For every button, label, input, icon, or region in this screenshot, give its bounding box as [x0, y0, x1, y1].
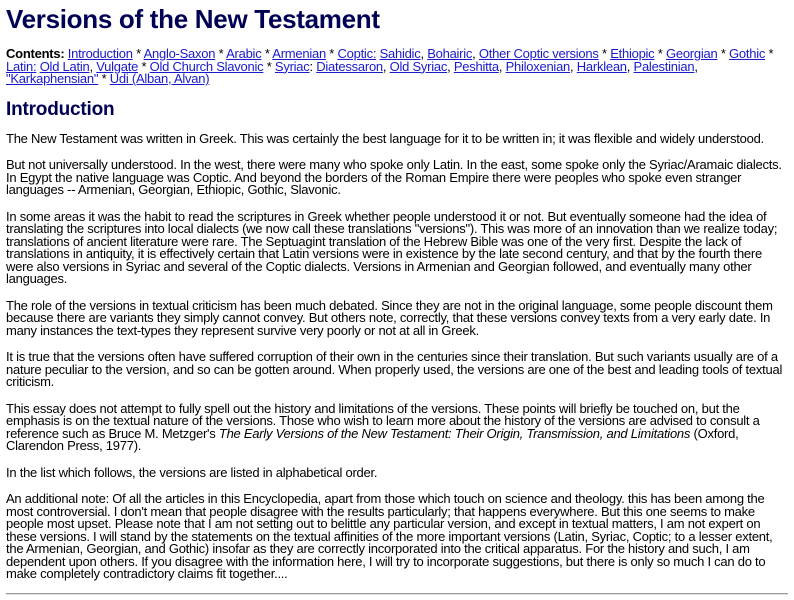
separator: *: [138, 58, 150, 74]
paragraph: It is true that the versions often have suffered corruption of their own in the centuries since their translation. But such variants usually are of a nature peculiar to the version, and so can be gotten around. When properly used, the versions are one of the best and leading tools of textual criticism.: [6, 349, 783, 389]
separator: ,: [472, 46, 479, 61]
toc-link-vulgate[interactable]: Vulgate: [96, 58, 139, 74]
toc-link-karkaphensian[interactable]: "Karkaphensian": [6, 71, 99, 86]
toc-link-sahidic[interactable]: Sahidic: [379, 46, 421, 61]
toc-link-latin[interactable]: Latin:: [6, 58, 37, 74]
horizontal-rule: [6, 593, 788, 595]
text: This essay does not attempt to fully spell out the history and limitations of the versions. These points will briefly be touched on, but the emphasis is on the textual nature of the versions. Those who wish to learn more about the history of the versions are advised to consult a reference such as Bruce M. Metzger's: [6, 400, 760, 441]
separator: *: [325, 46, 338, 61]
toc-link-philoxenian[interactable]: Philoxenian: [505, 58, 571, 74]
separator: ,: [694, 58, 698, 74]
separator: *: [98, 71, 110, 86]
separator: ,: [382, 58, 390, 74]
toc-link-ethiopic[interactable]: Ethiopic: [610, 46, 655, 61]
separator: ,: [420, 46, 428, 61]
toc-link-armenian[interactable]: Armenian: [272, 46, 326, 61]
separator: *: [717, 46, 730, 61]
paragraph: But not universally understood. In the west, there were many who spoke only Latin. In the east, some spoke only the Syriac/Aramaic dialects. In Egypt the native language was Coptic. And beyond the borders of the Roman Empire there were peoples who spoke even stranger languages -- Armenian, Georgian, Ethiopic, Gothic, Slavonic.: [6, 157, 782, 197]
toc-link-anglo-saxon[interactable]: Anglo-Saxon: [143, 46, 216, 61]
separator: ,: [570, 58, 577, 74]
toc-link-bohairic[interactable]: Bohairic: [427, 46, 473, 61]
toc-link-old-syriac[interactable]: Old Syriac: [389, 58, 448, 74]
paragraph-additional-note: An additional note: Of all the articles in this Encyclopedia, apart from those which touch on science and theology. this has been among the most controversial. I don't mean that people disagree with the results particularly; that happens everywhere. But this one seems to make people most upset. Please note that I am not setting out to belittle any particular version, and except in textual matters, I am not expert on these versions. I will stand by the statements on the textual affinities of the more important versions (Latin, Syriac, Coptic; to a lesser extent, the Armenian, Georgian, and Gothic) insofar as they are correctly incorporated into the critical apparatus. For the history and such, I am dependent upon others. If you disagree with the information here, I will try to incorporate suggestions, but there is only so much I can do to make completely contradictory claims fit together....: [6, 491, 773, 581]
paragraph: In some areas it was the habit to read the scriptures in Greek whether people understood it or not. But eventually someone had the idea of translating the scriptures into local dialects (we now call these translations "versions"). This was more of an innovation than we realize today; translations of ancient literature were rare. The Septuagint translation of the Hebrew Bible was one of the very first. Despite the lack of translations in antiquity, it is effectively certain that Latin versions were in existence by the late second century, and that by the fourth there were also versions in Syriac and several of the Coptic dialects. Versions in Armenian and Georgian followed, and eventually many other languages.: [6, 208, 778, 286]
page-title: Versions of the New Testament: [6, 4, 380, 34]
section-heading-introduction: Introduction: [6, 98, 115, 120]
separator: *: [132, 46, 144, 61]
separator: ,: [89, 58, 97, 74]
toc-link-harklean[interactable]: Harklean: [576, 58, 627, 74]
toc-link-coptic[interactable]: Coptic:: [337, 46, 377, 61]
toc-link-peshitta[interactable]: Peshitta: [453, 58, 499, 74]
toc-link-old-church-slavonic[interactable]: Old Church Slavonic: [149, 58, 264, 74]
toc-link-udi[interactable]: Udi (Alban, Alvan): [109, 71, 210, 86]
separator: *: [765, 46, 774, 61]
toc-link-arabic[interactable]: Arabic: [226, 46, 262, 61]
separator: *: [263, 58, 275, 74]
contents-label: Contents:: [6, 46, 65, 61]
paragraph-metzger-reference: [6, 400, 788, 453]
toc-link-other-coptic[interactable]: Other Coptic versions: [478, 46, 599, 61]
toc-link-palestinian[interactable]: Palestinian: [633, 58, 695, 74]
book-title: The Early Versions of the New Testament: Their Origin, Transmission, and Limitations: [218, 425, 691, 441]
separator: *: [654, 46, 666, 61]
separator: ,: [498, 58, 506, 74]
toc-link-old-latin[interactable]: Old Latin: [39, 58, 90, 74]
toc-link-gothic[interactable]: Gothic: [729, 46, 766, 61]
separator: *: [215, 46, 227, 61]
separator: :: [309, 58, 317, 74]
toc-link-introduction[interactable]: Introduction: [67, 46, 133, 61]
paragraph: In the list which follows, the versions are listed in alphabetical order.: [6, 464, 378, 480]
toc-link-georgian[interactable]: Georgian: [665, 46, 718, 61]
paragraph: The role of the versions in textual criticism has been much debated. Since they are not in the original language, some people discount them because there are variants they simply cannot convey. But others note, correctly, that these versions convey texts from a very early date. In many instances the text-types they represent survive very poorly or not at all in Greek.: [6, 297, 773, 338]
table-of-contents: [6, 48, 788, 86]
separator: ,: [626, 58, 634, 74]
separator: *: [261, 46, 273, 61]
toc-link-diatessaron[interactable]: Diatessaron: [316, 58, 383, 74]
toc-link-syriac[interactable]: Syriac: [274, 58, 310, 74]
separator: ,: [447, 58, 454, 74]
separator: *: [598, 46, 611, 61]
text: (Oxford, Clarendon Press, 1977).: [6, 425, 739, 453]
paragraph: The New Testament was written in Greek. This was certainly the best language for it to be written in; it was flexible and widely understood.: [6, 130, 764, 146]
